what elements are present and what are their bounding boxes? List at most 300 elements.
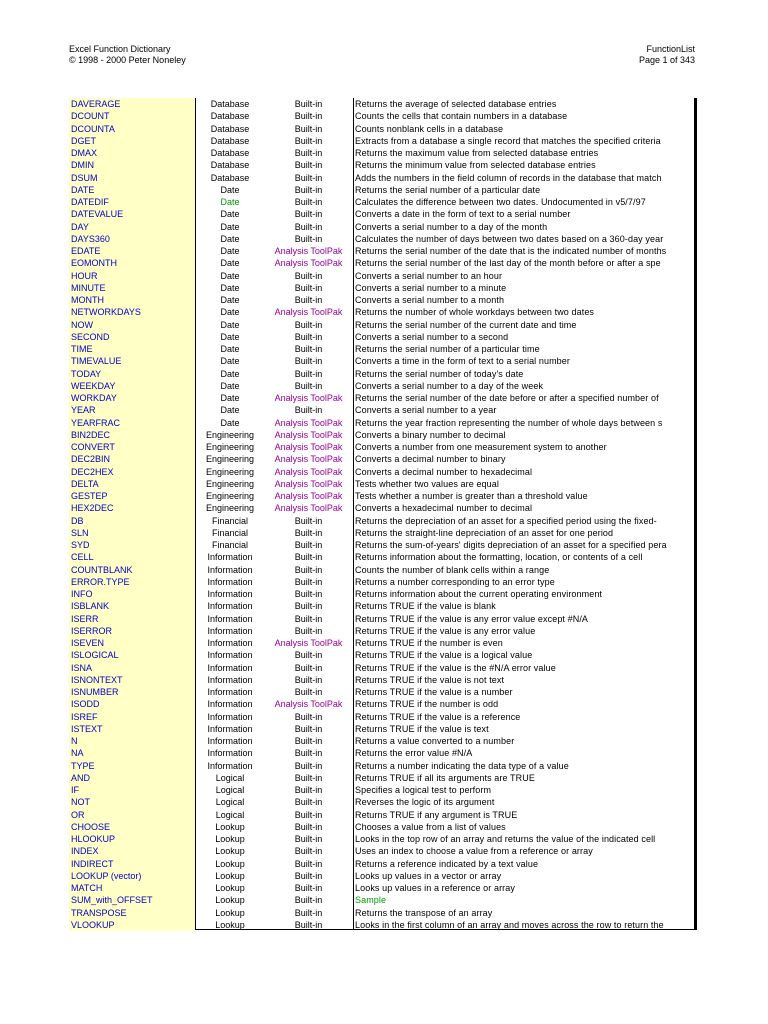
description-cell: Sample [355, 895, 387, 906]
type-cell: Analysis ToolPak [274, 393, 343, 403]
function-name-cell: MATCH [69, 882, 195, 894]
function-name-cell: SYD [69, 539, 195, 551]
copyright-line: © 1998 - 2000 Peter Noneley [69, 55, 186, 65]
description-cell: Converts a date in the form of text to a serial number [355, 209, 571, 220]
description-cell: Returns TRUE if the value is any error value [355, 625, 536, 636]
type-cell: Analysis ToolPak [274, 491, 343, 501]
description-cell: Returns TRUE if the number is even [355, 638, 503, 648]
description-cell: Converts a serial number to a second [355, 331, 509, 342]
table-row [69, 319, 694, 331]
category-cell: Information [207, 613, 253, 624]
function-name-cell: BIN2DEC [69, 429, 195, 441]
type-cell: Built-in [294, 209, 323, 220]
description-cell: Returns TRUE if the value is not text [355, 674, 505, 685]
type-cell: Built-in [294, 846, 323, 857]
category-cell: Financial [211, 527, 249, 538]
function-name-cell: MONTH [69, 294, 195, 306]
table-row [69, 870, 694, 882]
category-cell: Database [210, 148, 250, 158]
category-cell: Date [220, 197, 240, 207]
description-cell: Returns TRUE if the value is any error value except #N/A [355, 613, 589, 624]
type-cell: Built-in [294, 123, 323, 134]
function-name-cell: DMIN [69, 159, 195, 171]
type-cell: Analysis ToolPak [274, 307, 343, 318]
category-cell: Date [220, 307, 240, 318]
description-cell: Returns TRUE if the number is odd [355, 699, 499, 710]
category-cell: Lookup [215, 919, 245, 930]
description-cell: Returns the sum-of-years' digits depreciation of an asset for a specified pera [355, 540, 667, 550]
category-cell: Date [220, 221, 240, 232]
category-cell: Engineering [205, 454, 255, 465]
category-cell: Information [207, 589, 253, 599]
category-cell: Database [210, 135, 250, 146]
function-name-cell: N [69, 735, 195, 747]
type-cell: Analysis ToolPak [274, 638, 343, 648]
type-cell: Built-in [294, 883, 323, 893]
category-cell: Date [220, 319, 240, 330]
type-cell: Built-in [294, 625, 323, 636]
category-cell: Date [220, 258, 240, 269]
function-name-cell: ISLOGICAL [69, 649, 195, 661]
category-cell: Date [220, 380, 240, 391]
category-cell: Database [210, 123, 250, 134]
function-list-table [69, 98, 697, 930]
function-name-cell: DCOUNTA [69, 123, 195, 135]
function-name-cell: ISNUMBER [69, 686, 195, 698]
category-cell: Logical [215, 797, 245, 808]
table-row [69, 368, 694, 380]
description-cell: Returns a reference indicated by a text value [355, 858, 539, 869]
category-cell: Information [207, 760, 253, 771]
category-cell: Information [207, 552, 253, 563]
category-cell: Database [210, 172, 250, 183]
function-name-cell: GESTEP [69, 490, 195, 502]
table-row [69, 723, 694, 735]
table-row [69, 662, 694, 674]
category-cell: Lookup [215, 834, 245, 844]
function-name-cell: NOW [69, 319, 195, 331]
table-row [69, 576, 694, 588]
table-row [69, 845, 694, 857]
table-row [69, 98, 694, 110]
category-cell: Financial [211, 540, 249, 550]
type-cell: Built-in [294, 295, 323, 305]
table-right-border [694, 98, 697, 930]
sheet-name: FunctionList [646, 44, 695, 54]
category-cell: Lookup [215, 870, 245, 881]
category-cell: Date [220, 331, 240, 342]
category-cell: Lookup [215, 821, 245, 832]
table-row [69, 674, 694, 686]
table-row [69, 551, 694, 563]
description-cell: Counts nonblank cells in a database [355, 123, 504, 134]
description-cell: Calculates the difference between two dates. Undocumented in v5/7/97 [355, 197, 646, 207]
function-name-cell: DATEVALUE [69, 208, 195, 220]
category-cell: Information [207, 564, 253, 575]
function-name-cell: CHOOSE [69, 821, 195, 833]
description-cell: Converts a serial number to a year [355, 405, 497, 416]
type-cell: Built-in [294, 760, 323, 771]
function-name-cell: TYPE [69, 760, 195, 772]
type-cell: Built-in [294, 368, 323, 379]
type-cell: Built-in [294, 160, 323, 171]
function-name-cell: DATEDIF [69, 196, 195, 208]
description-cell: Returns the minimum value from selected database entries [355, 160, 596, 171]
category-cell: Information [207, 601, 253, 612]
category-cell: Lookup [215, 895, 245, 906]
description-cell: Converts a serial number to a day of the week [355, 380, 544, 391]
type-cell: Built-in [294, 858, 323, 869]
table-row [69, 282, 694, 294]
function-name-cell: DCOUNT [69, 110, 195, 122]
type-cell: Built-in [294, 797, 323, 808]
type-cell: Built-in [294, 184, 323, 195]
category-cell: Date [220, 282, 240, 293]
table-row [69, 392, 694, 404]
function-name-cell: HOUR [69, 270, 195, 282]
description-cell: Returns TRUE if the value is a number [355, 687, 513, 697]
category-cell: Information [207, 662, 253, 673]
description-cell: Tests whether two values are equal [355, 478, 499, 489]
type-cell: Built-in [294, 576, 323, 587]
category-cell: Engineering [205, 478, 255, 489]
category-cell: Information [207, 638, 253, 648]
category-cell: Information [207, 748, 253, 759]
type-cell: Built-in [294, 540, 323, 550]
function-name-cell: DELTA [69, 478, 195, 490]
type-cell: Analysis ToolPak [274, 417, 343, 428]
description-cell: Returns TRUE if the value is the #N/A error value [355, 662, 556, 673]
type-cell: Built-in [294, 356, 323, 367]
table-row [69, 502, 694, 514]
category-cell: Engineering [205, 442, 255, 452]
function-name-cell: EDATE [69, 245, 195, 257]
function-name-cell: ISTEXT [69, 723, 195, 735]
table-row [69, 882, 694, 894]
table-row [69, 919, 694, 931]
table-row [69, 294, 694, 306]
category-cell: Information [207, 736, 253, 746]
category-cell: Information [207, 650, 253, 661]
category-cell: Database [210, 99, 250, 109]
description-cell: Returns TRUE if the value is a reference [355, 711, 521, 722]
table-row [69, 747, 694, 759]
function-name-cell: ISNONTEXT [69, 674, 195, 686]
table-row [69, 649, 694, 661]
table-row [69, 637, 694, 649]
table-row [69, 257, 694, 269]
page-indicator: Page 1 of 343 [638, 55, 695, 65]
type-cell: Built-in [294, 907, 323, 918]
function-name-cell: NETWORKDAYS [69, 306, 195, 318]
document-header-left [69, 44, 186, 66]
description-cell: Reverses the logic of its argument [355, 797, 495, 808]
table-row [69, 441, 694, 453]
category-cell: Engineering [205, 503, 255, 514]
type-cell: Built-in [294, 515, 323, 526]
function-name-cell: ISREF [69, 711, 195, 723]
function-name-cell: SUM_with_OFFSET [69, 894, 195, 906]
type-cell: Built-in [294, 772, 323, 783]
function-name-cell: DSUM [69, 172, 195, 184]
type-cell: Analysis ToolPak [274, 429, 343, 440]
function-name-cell: MINUTE [69, 282, 195, 294]
category-cell: Date [220, 393, 240, 403]
type-cell: Built-in [294, 99, 323, 109]
table-row [69, 833, 694, 845]
category-cell: Information [207, 711, 253, 722]
category-cell: Date [220, 356, 240, 367]
description-cell: Looks in the first column of an array and moves across the row to return the [355, 919, 664, 930]
function-name-cell: DAYS360 [69, 233, 195, 245]
category-cell: Database [210, 160, 250, 171]
description-cell: Returns TRUE if the value is a logical value [355, 650, 533, 661]
description-cell: Returns the serial number of the date before or after a specified number of [355, 393, 659, 403]
description-cell: Returns the depreciation of an asset for a specified period using the fixed- [355, 515, 657, 526]
description-cell: Returns the straight-line depreciation of an asset for one period [355, 527, 614, 538]
type-cell: Analysis ToolPak [274, 503, 343, 514]
table-row [69, 809, 694, 821]
function-name-cell: CELL [69, 551, 195, 563]
function-name-cell: WORKDAY [69, 392, 195, 404]
type-cell: Analysis ToolPak [274, 478, 343, 489]
type-cell: Built-in [294, 172, 323, 183]
category-cell: Date [220, 368, 240, 379]
function-name-cell: NA [69, 747, 195, 759]
type-cell: Built-in [294, 344, 323, 354]
type-cell: Analysis ToolPak [274, 258, 343, 269]
type-cell: Built-in [294, 613, 323, 624]
table-row [69, 515, 694, 527]
category-cell: Date [220, 405, 240, 416]
function-name-cell: ISERR [69, 613, 195, 625]
table-row [69, 196, 694, 208]
category-cell: Date [220, 246, 240, 256]
function-name-cell: LOOKUP (vector) [69, 870, 195, 882]
function-name-cell: ISBLANK [69, 600, 195, 612]
type-cell: Built-in [294, 319, 323, 330]
description-cell: Looks up values in a reference or array [355, 883, 515, 893]
table-row [69, 147, 694, 159]
table-row [69, 625, 694, 637]
table-row [69, 564, 694, 576]
category-cell: Date [220, 209, 240, 220]
type-cell: Built-in [294, 662, 323, 673]
category-cell: Date [220, 233, 240, 244]
table-row [69, 159, 694, 171]
table-row [69, 184, 694, 196]
description-cell: Returns the year fraction representing the number of whole days between s [355, 417, 663, 428]
function-name-cell: ISODD [69, 698, 195, 710]
description-cell: Converts a decimal number to hexadecimal [355, 466, 533, 477]
function-name-cell: TRANSPOSE [69, 907, 195, 919]
description-cell: Calculates the number of days between two dates based on a 360-day year [355, 233, 664, 244]
type-cell: Built-in [294, 919, 323, 930]
table-row [69, 135, 694, 147]
type-cell: Built-in [294, 564, 323, 575]
description-cell: Uses an index to choose a value from a reference or array [355, 846, 593, 857]
table-row [69, 858, 694, 870]
description-cell: Counts the number of blank cells within a range [355, 564, 550, 575]
table-row [69, 600, 694, 612]
category-cell: Financial [211, 515, 249, 526]
category-cell: Lookup [215, 846, 245, 857]
category-cell: Engineering [205, 466, 255, 477]
table-row [69, 698, 694, 710]
table-row [69, 123, 694, 135]
description-cell: Converts a time in the form of text to a serial number [355, 356, 570, 367]
function-name-cell: DAVERAGE [69, 98, 195, 110]
document-header-right [639, 44, 695, 66]
type-cell: Analysis ToolPak [274, 454, 343, 465]
category-cell: Logical [215, 785, 245, 795]
category-cell: Date [220, 295, 240, 305]
table-row [69, 772, 694, 784]
function-name-cell: NOT [69, 796, 195, 808]
function-name-cell: HEX2DEC [69, 502, 195, 514]
type-cell: Built-in [294, 895, 323, 906]
type-cell: Built-in [294, 282, 323, 293]
category-cell: Information [207, 699, 253, 710]
category-cell: Logical [215, 809, 245, 820]
type-cell: Built-in [294, 809, 323, 820]
description-cell: Looks in the top row of an array and returns the value of the indicated cell [355, 834, 656, 844]
type-cell: Built-in [294, 233, 323, 244]
function-name-cell: SECOND [69, 331, 195, 343]
function-name-cell: DAY [69, 221, 195, 233]
function-name-cell: WEEKDAY [69, 380, 195, 392]
table-row [69, 711, 694, 723]
function-name-cell: ERROR.TYPE [69, 576, 195, 588]
function-name-cell: VLOOKUP [69, 919, 195, 931]
table-row [69, 478, 694, 490]
description-cell: Tests whether a number is greater than a threshold value [355, 491, 588, 501]
category-cell: Engineering [205, 429, 255, 440]
description-cell: Returns a number indicating the data type of a value [355, 760, 569, 771]
table-row [69, 821, 694, 833]
description-cell: Converts a binary number to decimal [355, 429, 506, 440]
type-cell: Built-in [294, 821, 323, 832]
function-name-cell: TIMEVALUE [69, 355, 195, 367]
type-cell: Built-in [294, 834, 323, 844]
type-cell: Built-in [294, 711, 323, 722]
description-cell: Converts a decimal number to binary [355, 454, 506, 465]
table-row [69, 355, 694, 367]
category-cell: Date [220, 344, 240, 354]
function-name-cell: INDEX [69, 845, 195, 857]
description-cell: Returns the serial number of today's date [355, 368, 524, 379]
description-cell: Returns a number corresponding to an error type [355, 576, 555, 587]
type-cell: Built-in [294, 650, 323, 661]
table-row [69, 331, 694, 343]
description-cell: Returns a value converted to a number [355, 736, 515, 746]
table-row [69, 233, 694, 245]
type-cell: Built-in [294, 748, 323, 759]
function-name-cell: EOMONTH [69, 257, 195, 269]
type-cell: Built-in [294, 589, 323, 599]
description-cell: Chooses a value from a list of values [355, 821, 506, 832]
function-name-cell: INDIRECT [69, 858, 195, 870]
description-cell: Returns the serial number of the last day of the month before or after a spe [355, 258, 661, 269]
table-row [69, 270, 694, 282]
description-cell: Adds the numbers in the field column of records in the database that match [355, 172, 662, 183]
category-cell: Logical [215, 772, 245, 783]
description-cell: Converts a serial number to an hour [355, 270, 503, 281]
function-name-cell: TODAY [69, 368, 195, 380]
table-row [69, 380, 694, 392]
description-cell: Returns TRUE if the value is blank [355, 601, 496, 612]
type-cell: Built-in [294, 270, 323, 281]
function-name-cell: DEC2HEX [69, 466, 195, 478]
table-row [69, 110, 694, 122]
type-cell: Analysis ToolPak [274, 246, 343, 256]
category-cell: Information [207, 723, 253, 734]
description-cell: Returns the average of selected database entries [355, 99, 557, 109]
table-row [69, 221, 694, 233]
description-cell: Returns the serial number of a particular date [355, 184, 541, 195]
category-cell: Information [207, 625, 253, 636]
function-name-cell: DATE [69, 184, 195, 196]
type-cell: Built-in [294, 197, 323, 207]
table-row [69, 417, 694, 429]
type-cell: Built-in [294, 723, 323, 734]
description-cell: Counts the cells that contain numbers in a database [355, 111, 568, 122]
table-row [69, 796, 694, 808]
type-cell: Built-in [294, 601, 323, 612]
description-cell: Returns the number of whole workdays between two dates [355, 307, 595, 318]
description-cell: Extracts from a database a single record that matches the specified criteria [355, 135, 661, 146]
table-row [69, 245, 694, 257]
function-name-cell: CONVERT [69, 441, 195, 453]
category-cell: Lookup [215, 858, 245, 869]
table-row [69, 760, 694, 772]
function-name-cell: INFO [69, 588, 195, 600]
description-cell: Converts a serial number to a minute [355, 282, 507, 293]
function-name-cell: SLN [69, 527, 195, 539]
type-cell: Built-in [294, 331, 323, 342]
type-cell: Built-in [294, 221, 323, 232]
type-cell: Built-in [294, 736, 323, 746]
description-cell: Returns information about the current operating environment [355, 589, 603, 599]
category-cell: Engineering [205, 491, 255, 501]
function-name-cell: HLOOKUP [69, 833, 195, 845]
category-cell: Lookup [215, 883, 245, 893]
function-name-cell: ISERROR [69, 625, 195, 637]
function-name-cell: TIME [69, 343, 195, 355]
table-row [69, 735, 694, 747]
table-row [69, 466, 694, 478]
type-cell: Built-in [294, 674, 323, 685]
table-row [69, 527, 694, 539]
function-name-cell: DEC2BIN [69, 453, 195, 465]
type-cell: Built-in [294, 380, 323, 391]
category-cell: Lookup [215, 907, 245, 918]
description-cell: Returns the error value #N/A [355, 748, 473, 759]
table-row [69, 172, 694, 184]
table-row [69, 306, 694, 318]
table-row [69, 588, 694, 600]
function-name-cell: YEARFRAC [69, 417, 195, 429]
table-row [69, 613, 694, 625]
function-name-cell: AND [69, 772, 195, 784]
table-row [69, 343, 694, 355]
type-cell: Analysis ToolPak [274, 442, 343, 452]
table-row [69, 539, 694, 551]
description-cell: Returns the serial number of the date that is the indicated number of months [355, 246, 667, 256]
description-cell: Returns the maximum value from selected database entries [355, 148, 599, 158]
category-cell: Date [220, 417, 240, 428]
table-row [69, 686, 694, 698]
